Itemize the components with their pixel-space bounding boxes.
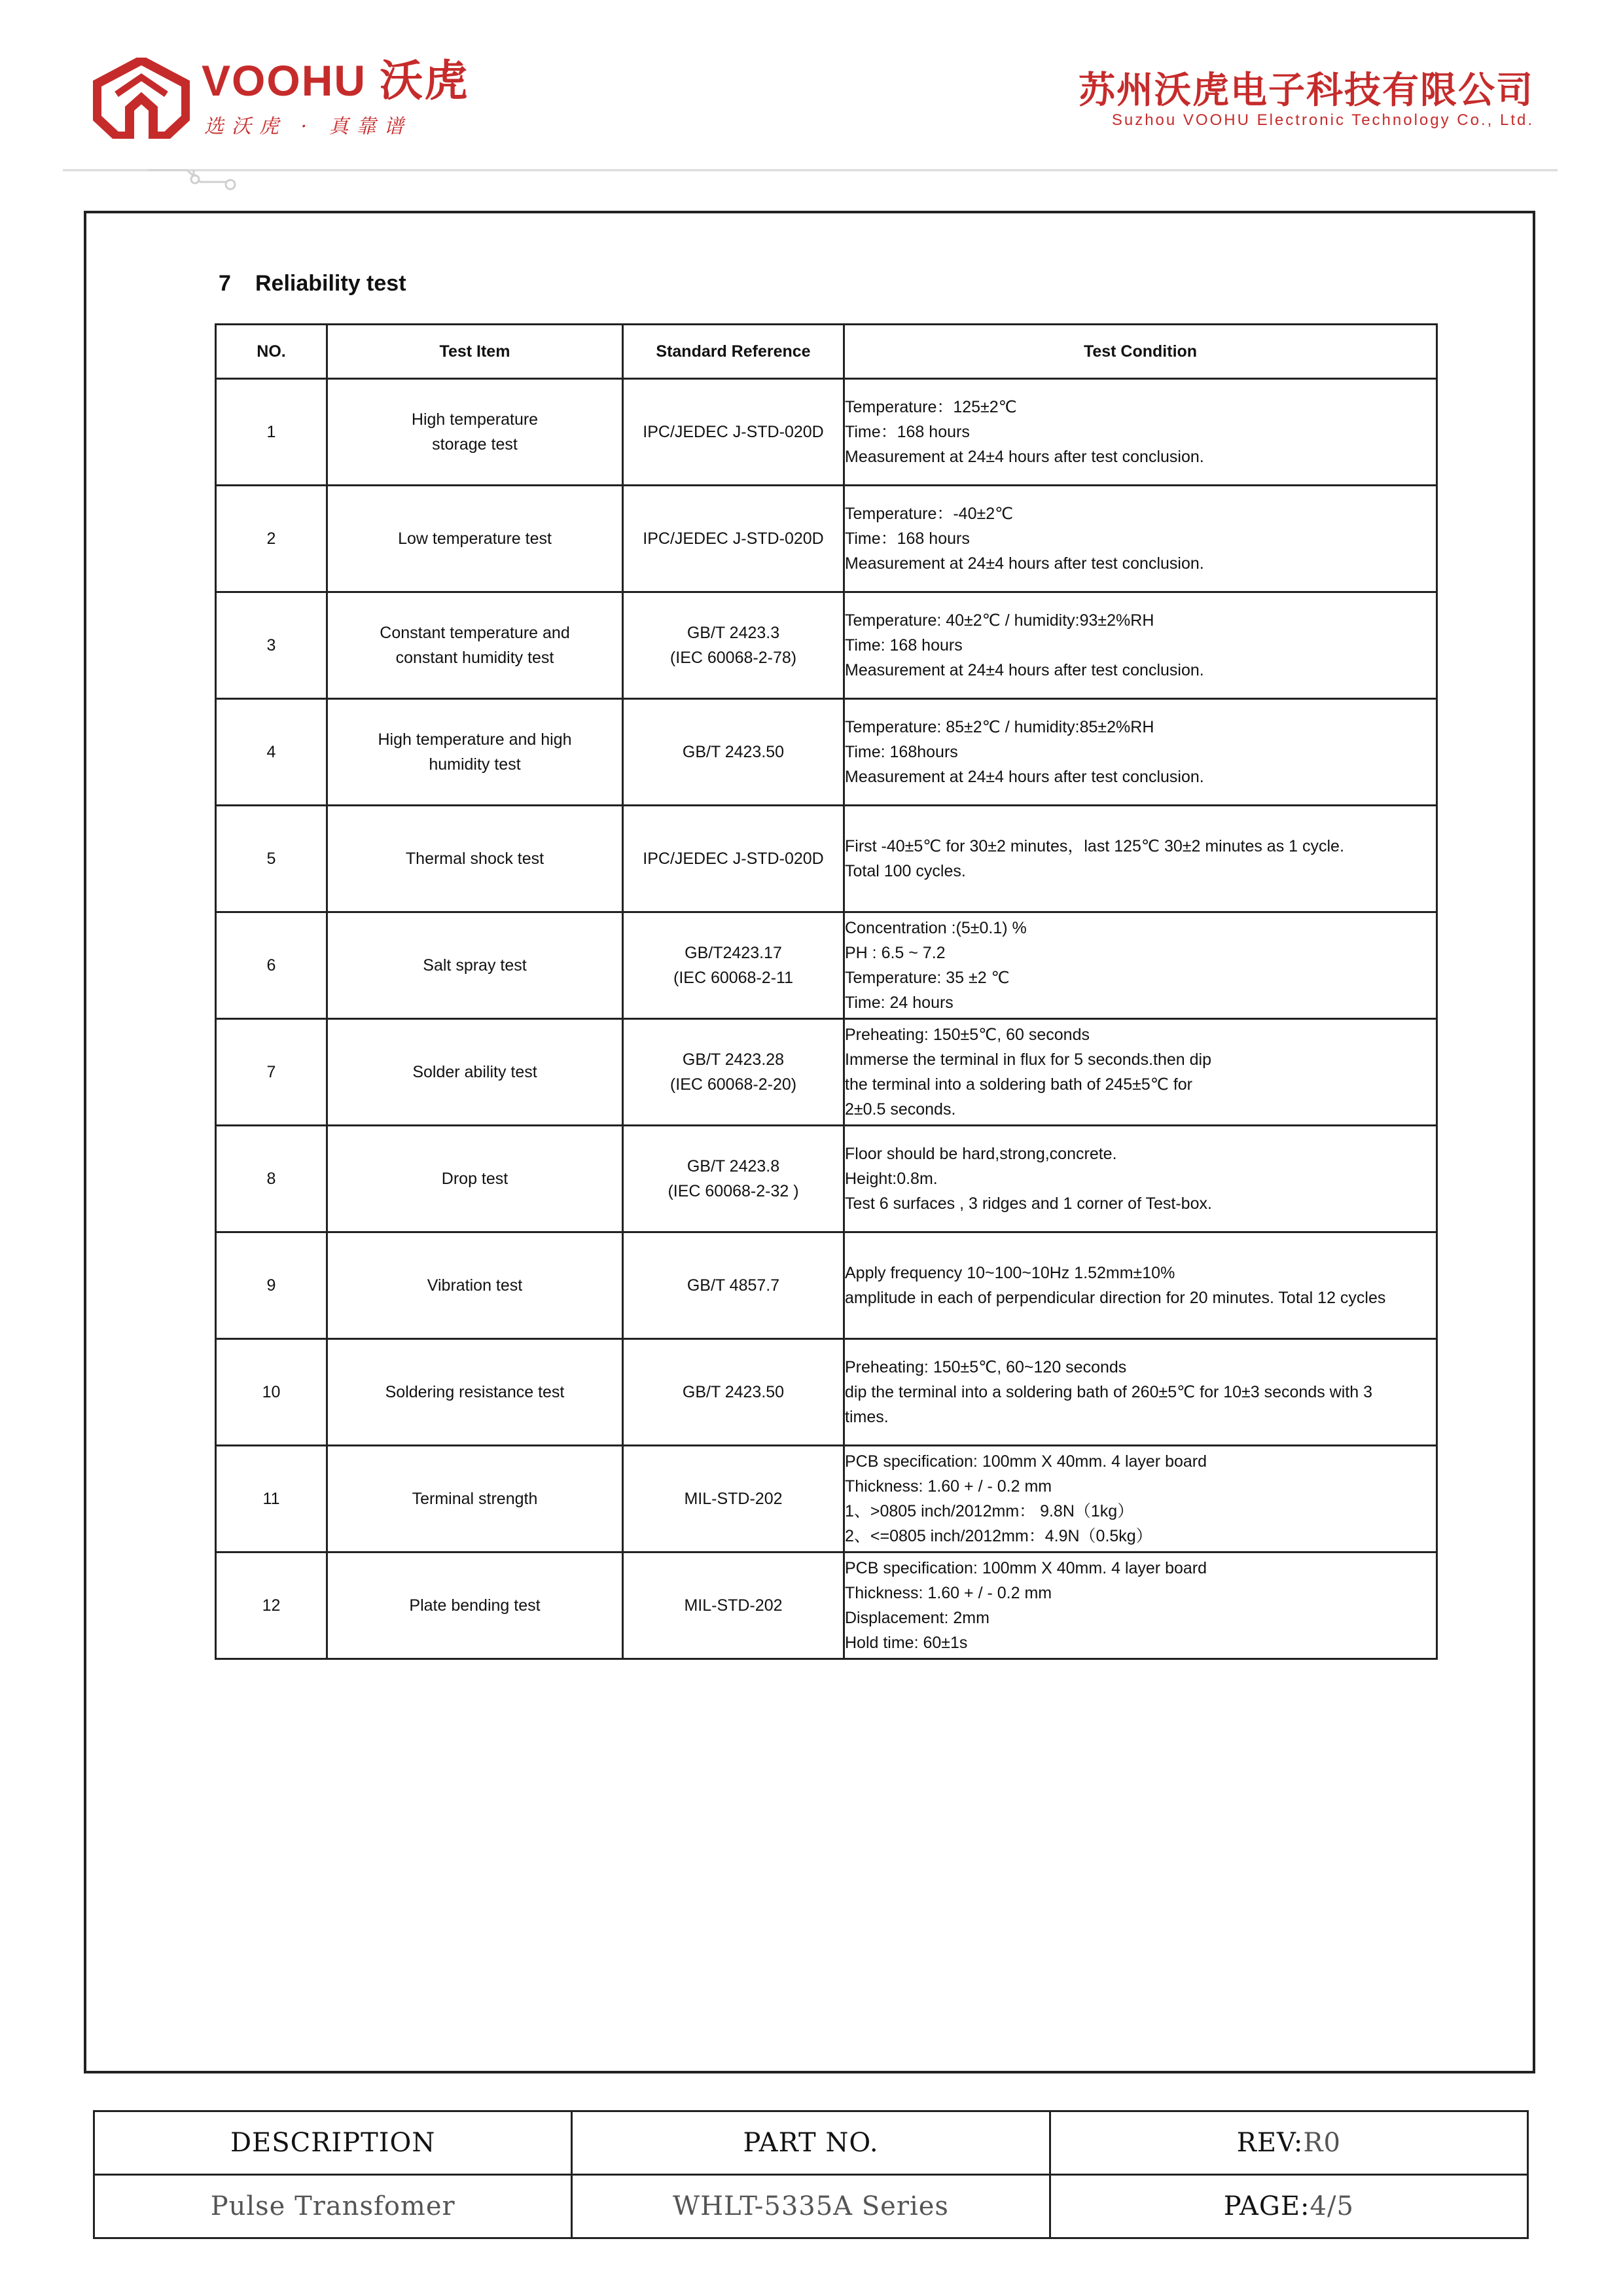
part-no-value: WHLT-5335A Series	[572, 2175, 1050, 2238]
cell-test-item-line: High temperature	[411, 410, 539, 429]
cell-condition-line: times.	[845, 1408, 889, 1426]
cell-test-item-line: Low temperature test	[398, 529, 552, 548]
cell-condition	[844, 1446, 1437, 1552]
cell-test-item-line: Thermal shock test	[405, 850, 544, 868]
cell-no: 7	[216, 1019, 327, 1126]
cell-no: 11	[216, 1446, 327, 1552]
cell-condition	[844, 1232, 1437, 1339]
cell-test-item	[327, 592, 623, 699]
table-row	[216, 486, 1437, 592]
cell-condition-line: Apply frequency 10~100~10Hz 1.52mm±10%	[845, 1264, 1175, 1282]
cell-no: 9	[216, 1232, 327, 1339]
table-row	[216, 912, 1437, 1019]
cell-standard	[623, 1446, 844, 1552]
cell-test-item-line: Terminal strength	[412, 1490, 538, 1508]
cell-condition-line: Time：168 hours	[845, 529, 970, 548]
cell-standard	[623, 806, 844, 912]
cell-test-item	[327, 1339, 623, 1446]
cell-condition-line: Height:0.8m.	[845, 1170, 938, 1188]
cell-test-item	[327, 699, 623, 806]
cell-no: 4	[216, 699, 327, 806]
brand-slogan: 选沃虎 · 真靠谱	[204, 115, 412, 138]
cell-standard-line: MIL-STD-202	[684, 1596, 783, 1615]
cell-standard	[623, 1552, 844, 1659]
table-row	[216, 1446, 1437, 1552]
cell-no: 8	[216, 1126, 327, 1232]
cell-test-item-line: constant humidity test	[395, 649, 554, 667]
table-header-row	[216, 325, 1437, 379]
cell-condition	[844, 912, 1437, 1019]
cell-test-item-line: Plate bending test	[409, 1596, 541, 1615]
cell-test-item	[327, 486, 623, 592]
cell-condition-line: Temperature：-40±2℃	[845, 505, 1014, 523]
table-row	[216, 699, 1437, 806]
cell-no: 5	[216, 806, 327, 912]
cell-condition-line: Thickness: 1.60 + / - 0.2 mm	[845, 1477, 1052, 1496]
cell-no: 3	[216, 592, 327, 699]
cell-condition-line: Thickness: 1.60 + / - 0.2 mm	[845, 1584, 1052, 1602]
cell-condition	[844, 1339, 1437, 1446]
company-name-en: Suzhou VOOHU Electronic Technology Co., Ltd.	[1111, 111, 1534, 129]
cell-condition-line: Concentration :(5±0.1) %	[845, 919, 1027, 937]
cell-standard	[623, 592, 844, 699]
revision-cell	[1050, 2111, 1527, 2175]
cell-condition-line: Preheating: 150±5℃, 60~120 seconds	[845, 1358, 1127, 1376]
cell-condition	[844, 592, 1437, 699]
cell-test-item	[327, 1446, 623, 1552]
cell-standard-line: MIL-STD-202	[684, 1490, 783, 1508]
cell-condition-line: Temperature: 35 ±2 ℃	[845, 969, 1010, 987]
cell-test-item-line: Soldering resistance test	[385, 1383, 565, 1401]
section-heading	[219, 271, 406, 296]
cell-condition-line: Time: 168 hours	[845, 636, 963, 655]
cell-condition-line: Measurement at 24±4 hours after test conclusion.	[845, 448, 1204, 466]
column-header-standard: Standard Reference	[623, 325, 844, 379]
cell-test-item-line: Salt spray test	[423, 956, 527, 975]
cell-condition	[844, 806, 1437, 912]
cell-test-item	[327, 1126, 623, 1232]
cell-condition-line: PCB specification: 100mm X 40mm. 4 layer board	[845, 1559, 1207, 1577]
cell-condition-line: PH : 6.5 ~ 7.2	[845, 944, 946, 962]
table-row	[216, 1126, 1437, 1232]
cell-condition-line: 2±0.5 seconds.	[845, 1100, 956, 1119]
cell-standard-line: IPC/JEDEC J-STD-020D	[643, 423, 824, 441]
cell-test-item-line: humidity test	[429, 755, 521, 774]
cell-test-item-line: Solder ability test	[412, 1063, 537, 1081]
cell-test-item	[327, 1552, 623, 1659]
revision-label: REV:	[1236, 2128, 1304, 2158]
cell-standard	[623, 912, 844, 1019]
cell-test-item-line: Vibration test	[427, 1276, 523, 1295]
brand-logotype: VOOHU 沃虎	[202, 56, 469, 105]
cell-no: 1	[216, 379, 327, 486]
cell-standard	[623, 486, 844, 592]
cell-standard-line: GB/T2423.17	[685, 944, 782, 962]
table-row	[216, 1232, 1437, 1339]
cell-condition-line: 2、<=0805 inch/2012mm：4.9N（0.5kg）	[845, 1527, 1152, 1545]
description-value: Pulse Transfomer	[94, 2175, 572, 2238]
column-header-no: NO.	[216, 325, 327, 379]
cell-condition-line: PCB specification: 100mm X 40mm. 4 layer board	[845, 1452, 1207, 1471]
cell-standard-line: GB/T 2423.3	[687, 624, 780, 642]
section-number: 7	[219, 271, 231, 296]
cell-condition-line: amplitude in each of perpendicular direction for 20 minutes. Total 12 cycles	[845, 1289, 1386, 1307]
cell-condition-line: First -40±5℃ for 30±2 minutes，last 125℃ 30±2 minutes as 1 cycle.	[845, 837, 1344, 855]
cell-test-item	[327, 1019, 623, 1126]
page-cell	[1050, 2175, 1527, 2238]
cell-test-item	[327, 1232, 623, 1339]
cell-condition-line: Measurement at 24±4 hours after test conclusion.	[845, 661, 1204, 679]
company-name-cn: 苏州沃虎电子科技有限公司	[1079, 69, 1534, 111]
cell-condition-line: Measurement at 24±4 hours after test conclusion.	[845, 768, 1204, 786]
cell-test-item	[327, 379, 623, 486]
cell-condition-line: 1、>0805 inch/2012mm： 9.8N（1kg）	[845, 1502, 1134, 1520]
cell-condition-line: Total 100 cycles.	[845, 862, 966, 880]
column-header-test-item: Test Item	[327, 325, 623, 379]
cell-no: 10	[216, 1339, 327, 1446]
cell-standard-line: GB/T 2423.28	[682, 1050, 785, 1069]
cell-standard-line: (IEC 60068-2-32 )	[668, 1182, 799, 1200]
cell-condition	[844, 699, 1437, 806]
table-row	[216, 806, 1437, 912]
cell-condition-line: Temperature：125±2℃	[845, 398, 1017, 416]
cell-condition-line: Temperature: 40±2℃ / humidity:93±2%RH	[845, 611, 1154, 630]
cell-condition-line: dip the terminal into a soldering bath of 260±5℃ for 10±3 seconds with 3	[845, 1383, 1372, 1401]
cell-condition-line: Measurement at 24±4 hours after test conclusion.	[845, 554, 1204, 573]
cell-condition-line: Time: 168hours	[845, 743, 958, 761]
cell-test-item-line: storage test	[432, 435, 518, 454]
cell-condition	[844, 1126, 1437, 1232]
section-title: Reliability test	[255, 271, 406, 296]
cell-condition	[844, 379, 1437, 486]
cell-condition-line: Time：168 hours	[845, 423, 970, 441]
cell-condition-line: Time: 24 hours	[845, 994, 954, 1012]
header-divider	[63, 160, 1558, 199]
cell-no: 12	[216, 1552, 327, 1659]
page-value: 4/5	[1310, 2191, 1354, 2221]
cell-test-item-line: High temperature and high	[378, 730, 572, 749]
column-header-condition: Test Condition	[844, 325, 1437, 379]
cell-standard-line: GB/T 4857.7	[687, 1276, 780, 1295]
cell-standard-line: (IEC 60068-2-78)	[669, 649, 797, 667]
cell-standard	[623, 699, 844, 806]
page-label: PAGE:	[1223, 2191, 1310, 2221]
cell-condition	[844, 1552, 1437, 1659]
title-block	[93, 2110, 1529, 2239]
description-label: DESCRIPTION	[94, 2111, 572, 2175]
cell-condition-line: Floor should be hard,strong,concrete.	[845, 1145, 1117, 1163]
cell-standard-line: IPC/JEDEC J-STD-020D	[643, 529, 824, 548]
cell-standard-line: (IEC 60068-2-20)	[669, 1075, 797, 1094]
cell-test-item	[327, 806, 623, 912]
table-row	[216, 1339, 1437, 1446]
cell-standard	[623, 1126, 844, 1232]
revision-value: R0	[1303, 2128, 1341, 2158]
table-row	[216, 1552, 1437, 1659]
voohu-logo-icon	[93, 58, 190, 139]
cell-standard-line: IPC/JEDEC J-STD-020D	[643, 850, 824, 868]
cell-condition	[844, 1019, 1437, 1126]
cell-condition-line: Temperature: 85±2℃ / humidity:85±2%RH	[845, 718, 1154, 736]
cell-condition-line: Displacement: 2mm	[845, 1609, 990, 1627]
cell-condition	[844, 486, 1437, 592]
cell-standard	[623, 1232, 844, 1339]
cell-no: 2	[216, 486, 327, 592]
cell-standard	[623, 379, 844, 486]
cell-standard-line: GB/T 2423.50	[682, 743, 785, 761]
cell-condition-line: Preheating: 150±5℃, 60 seconds	[845, 1026, 1090, 1044]
table-row	[216, 379, 1437, 486]
part-no-label: PART NO.	[572, 2111, 1050, 2175]
cell-standard	[623, 1339, 844, 1446]
cell-standard-line: GB/T 2423.50	[682, 1383, 785, 1401]
cell-test-item-line: Drop test	[441, 1170, 508, 1188]
cell-condition-line: Hold time: 60±1s	[845, 1634, 968, 1652]
cell-standard-line: GB/T 2423.8	[687, 1157, 780, 1175]
cell-test-item-line: Constant temperature and	[380, 624, 570, 642]
reliability-table	[215, 323, 1438, 1660]
cell-standard-line: (IEC 60068-2-11	[673, 969, 793, 987]
cell-no: 6	[216, 912, 327, 1019]
table-row	[216, 1019, 1437, 1126]
cell-condition-line: Test 6 surfaces , 3 ridges and 1 corner of Test-box.	[845, 1194, 1212, 1213]
cell-condition-line: the terminal into a soldering bath of 245±5℃ for	[845, 1075, 1192, 1094]
table-row	[216, 592, 1437, 699]
cell-condition-line: Immerse the terminal in flux for 5 seconds.then dip	[845, 1050, 1211, 1069]
cell-test-item	[327, 912, 623, 1019]
cell-standard	[623, 1019, 844, 1126]
